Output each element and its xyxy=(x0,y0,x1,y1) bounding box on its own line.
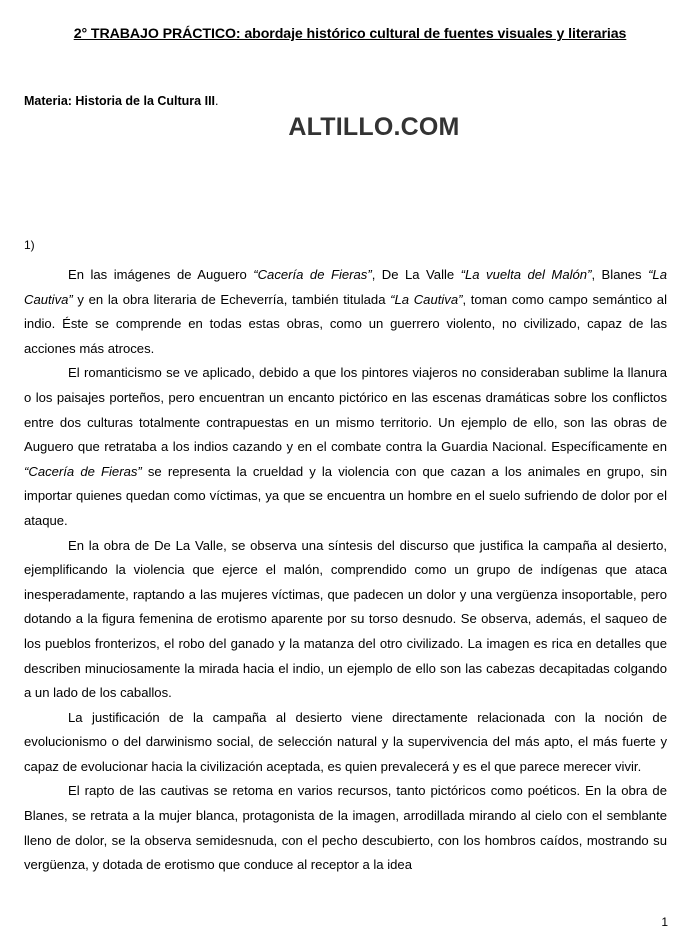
italic-title-text: “La Cautiva” xyxy=(390,291,463,307)
italic-title-text: “La vuelta del Malón” xyxy=(460,267,592,282)
italic-title-text: “Cacería de Fieras” xyxy=(24,463,142,479)
paragraph-text: El romanticismo se ve aplicado, debido a que los pintores viajeros no consideraban sublime la llanura o los paisajes porteños, pero encuentran un encanto pictórico en las escenas dramáticas sobre los conflictos entre dos culturas totalmente contrapuestas en un mismo territorio. Un ejemplo de ello, son las obras de Auguero que retrataba a los indios cazando y en el combate contra la Guardia Nacional. Específicamente en xyxy=(24,365,667,455)
paragraph-text: El rapto de las cautivas se retoma en varios recursos, tanto pictóricos como poéticos. En la obra de Blanes, se retrata a la mujer blanca, protagonista de la imagen, arrodillada mirando al cielo con el semblante lleno de dolor, se la observa semidesnuda, con el pecho descubierto, con los hombros caídos, mostrando su vergüenza, y dotada de erotismo que conduce al receptor a la idea xyxy=(24,783,667,873)
body-paragraph xyxy=(24,263,667,361)
page-number: 1 xyxy=(661,915,668,929)
paragraph-text: La justificación de la campaña al desierto viene directamente relacionada con la noción de evolucionismo o del darwinismo social, de selección natural y la supervivencia del más apto, el más fuerte y capaz de evolucionar hacia la civilización aceptada, es quien prevalecerá y es el que parece merecer vivir. xyxy=(24,709,667,774)
italic-title-text: “La Cautiva” xyxy=(24,267,667,307)
section-number: 1) xyxy=(24,238,35,252)
paragraph-text: y en la obra literaria de Echeverría, también titulada xyxy=(72,291,391,307)
subject-line xyxy=(24,94,219,108)
subject-tail: . xyxy=(215,94,219,108)
body-paragraph xyxy=(24,361,667,533)
paragraph-text: se representa la crueldad y la violencia con que cazan a los animales en grupo, sin importar quienes quedan como víctimas, ya que se encuentra un hombre en el suelo sufriendo de dolor por el ataque. xyxy=(24,463,667,528)
paragraph-text: , De La Valle xyxy=(371,267,461,282)
italic-title-text: “Cacería de Fieras” xyxy=(253,267,372,282)
paragraph-text: En la obra de De La Valle, se observa una síntesis del discurso que justifica la campaña al desierto, ejemplificando la violencia que ejerce el malón, comprendido como un grupo de indígenas que ataca inesperadamente, raptando a las mujeres víctimas, que padecen un dolor y una vergüenza insoportable, pero dotando a la figura femenina de erotismo aparente por su torso desnudo. Se observa, además, el saqueo de los pueblos fronterizos, el robo del ganado y la matanza del otro civilizado. La imagen es rica en detalles que describen minuciosamente la mirada hacia el indio, un ejemplo de ello son las cabezas decapitadas colgando a un lado de los caballos. xyxy=(24,537,667,701)
document-title: 2° TRABAJO PRÁCTICO: abordaje histórico cultural de fuentes visuales y literarias xyxy=(73,26,627,42)
document-body xyxy=(24,263,667,878)
watermark-logo: ALTILLO.COM xyxy=(288,113,460,141)
subject-label: Materia: Historia de la Cultura III xyxy=(24,94,216,108)
paragraph-text: En las imágenes de Auguero xyxy=(68,267,254,282)
paragraph-text: , Blanes xyxy=(591,267,649,282)
body-paragraph xyxy=(24,706,667,780)
paragraph-text: , toman como campo semántico al indio. Éste se comprende en todas estas obras, como un guerrero violento, no civilizado, capaz de las acciones más atroces. xyxy=(24,291,668,356)
body-paragraph xyxy=(24,779,667,877)
body-paragraph xyxy=(24,534,667,706)
